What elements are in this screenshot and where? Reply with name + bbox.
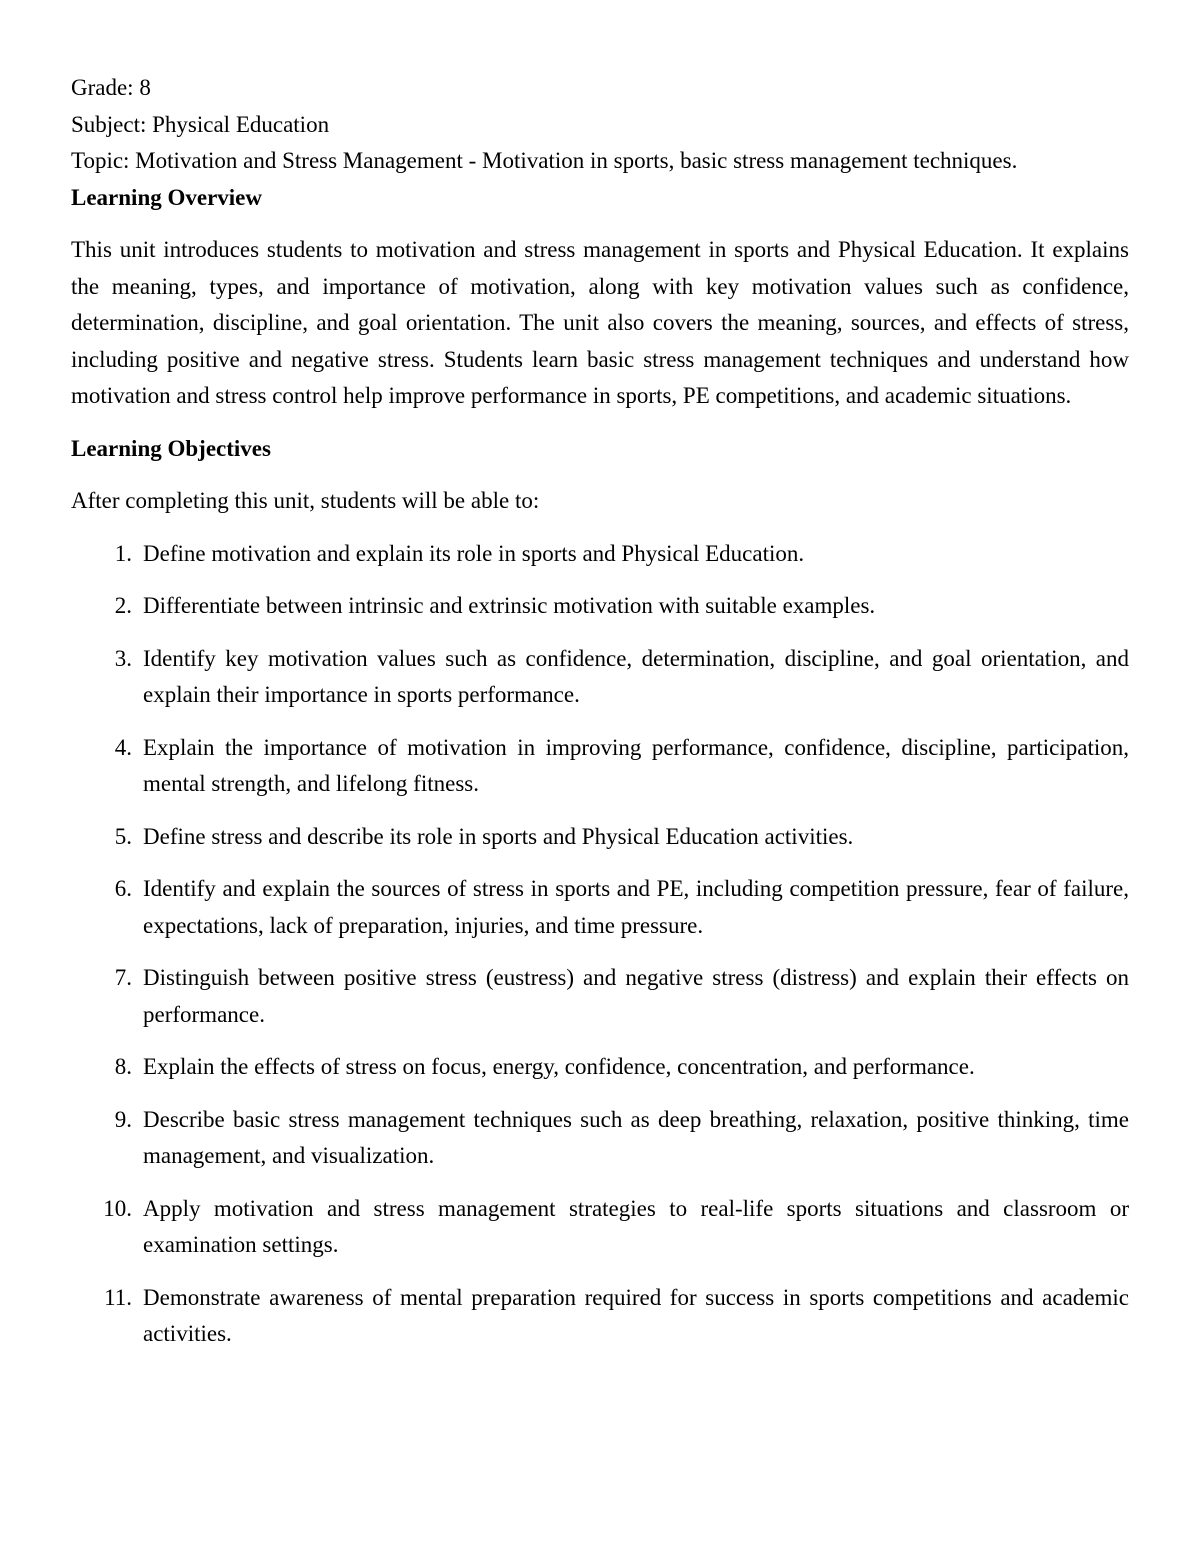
list-item [71, 536, 1129, 573]
list-item-number: 3. [114, 645, 132, 671]
learning-objectives-heading: Learning Objectives [71, 435, 271, 461]
learning-overview-body: This unit introduces students to motivation and stress management in sports and Physical Education. It explains the meaning, types, and importance of motivation, along with key motivation values such as confidence, determination, discipline, and goal orientation. The unit also covers the meaning, sources, and effects of stress, including positive and negative stress. Students learn basic stress management techniques and understand how motivation and stress control help improve performance in sports, PE competitions, and academic situations. [71, 237, 1129, 408]
list-item-number: 1. [114, 540, 132, 566]
list-item-number: 6. [114, 876, 132, 901]
list-item-text: Identify and explain the sources of stress in sports and PE, including competition pressure, fear of failure, expectations, lack of preparation, injuries, and time pressure. [143, 876, 1129, 938]
list-item-text: Differentiate between intrinsic and extrinsic motivation with suitable examples. [143, 593, 876, 618]
list-item [71, 641, 1129, 714]
learning-overview-heading: Learning Overview [71, 184, 262, 210]
list-item-number: 2. [114, 593, 132, 618]
list-item-text: Distinguish between positive stress (eustress) and negative stress (distress) and explain their effects on performance. [143, 965, 1129, 1027]
list-item [71, 1102, 1129, 1175]
objectives-intro: After completing this unit, students will be able to: [71, 488, 540, 513]
list-item [71, 1049, 1129, 1086]
list-item [71, 819, 1129, 856]
subject-line: Subject: Physical Education [71, 111, 330, 137]
list-item-text: Identify key motivation values such as confidence, determination, discipline, and goal orientation, and explain their importance in sports performance. [143, 645, 1129, 707]
list-item-number: 11. [104, 1284, 132, 1310]
topic-line: Topic: Motivation and Stress Management - Motivation in sports, basic stress management techniques. [71, 148, 1018, 173]
list-item-number: 5. [114, 823, 132, 849]
list-item [71, 1191, 1129, 1264]
document-page [71, 70, 1129, 1353]
list-item-text: Define motivation and explain its role in sports and Physical Education. [143, 540, 805, 566]
list-item [71, 960, 1129, 1033]
list-item-number: 4. [114, 734, 132, 760]
list-item-text: Explain the effects of stress on focus, energy, confidence, concentration, and performance. [143, 1054, 975, 1079]
list-item-text: Apply motivation and stress management strategies to real-life sports situations and classroom or examination settings. [143, 1195, 1129, 1257]
list-item-number: 8. [114, 1054, 132, 1079]
list-item-text: Describe basic stress management techniques such as deep breathing, relaxation, positive thinking, time management, and visualization. [143, 1106, 1129, 1168]
list-item-number: 9. [114, 1106, 132, 1132]
list-item-text: Define stress and describe its role in sports and Physical Education activities. [143, 823, 854, 849]
list-item-number: 7. [114, 965, 132, 990]
list-item-text: Explain the importance of motivation in improving performance, confidence, discipline, participation, mental strength, and lifelong fitness. [143, 734, 1129, 796]
list-item-text: Demonstrate awareness of mental preparation required for success in sports competitions and academic activities. [143, 1284, 1129, 1346]
list-item [71, 588, 1129, 625]
list-item [71, 1280, 1129, 1353]
objectives-list [71, 536, 1129, 1353]
list-item-number: 10. [103, 1195, 132, 1221]
list-item [71, 871, 1129, 944]
list-item [71, 730, 1129, 803]
grade-line: Grade: 8 [71, 75, 151, 100]
